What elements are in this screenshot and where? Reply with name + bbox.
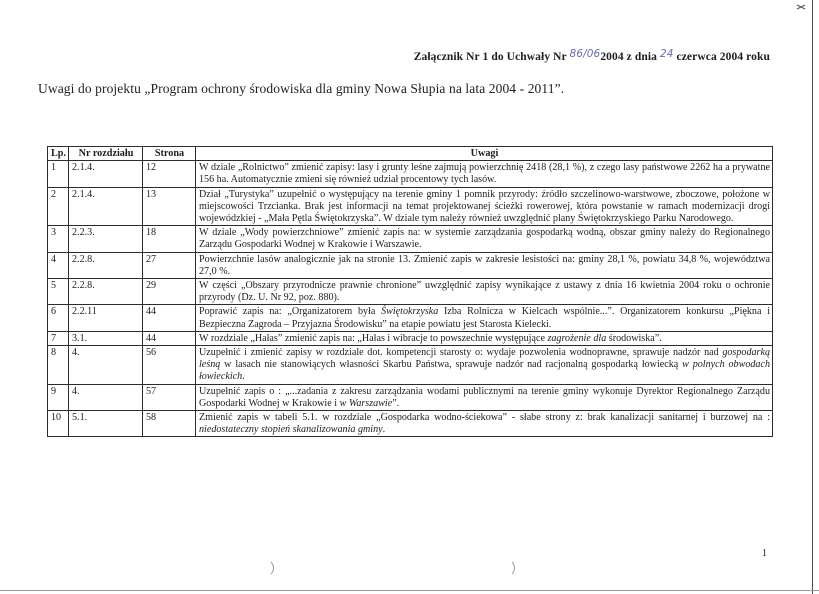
handwritten-resolution-number: 86/06 [569, 48, 601, 60]
header-prefix: Załącznik Nr 1 do Uchwały Nr [413, 51, 570, 63]
cell-remark: W części „Obszary przyrodnicze prawnie chronione” uwzględnić zapisy wynikające z ustawy z dnia 16 kwietnia 2004 roku o ochronie przyrody (Dz. U. Nr 92, poz. 880). [196, 279, 773, 305]
cell-chapter: 2.2.8. [69, 252, 143, 278]
cell-remark: Powierzchnie lasów analogicznie jak na stronie 13. Zmienić zapis w zakresie lesistości na: gminy 28,1 %, powiatu 34,8 %, województwa 27,0 %. [196, 252, 773, 278]
header-lp: Lp. [48, 147, 69, 161]
cell-chapter: 2.1.4. [69, 161, 143, 187]
cell-remark: Dział „Turystyka” uzupełnić o występujący na terenie gminy 1 pomnik przyrody: źródło szczelinowo-warstwowe, zboczowe, położone w miejscowości Trzcianka. Brak jest informacji na temat projektowanej ścieżki rowerowej, która powstanie w ramach modernizacji drogi wojewódzkiej - „Mała Pętla Świętokrzyska”. W dziale tym należy również uwzględnić plany Świętokrzyskiego Parku Narodowego. [196, 187, 773, 226]
remark-italic-text: w polnych obwodach łowieckich [199, 359, 770, 383]
corner-scan-mark [796, 4, 806, 10]
document-subtitle: Uwagi do projektu „Program ochrony środowiska dla gminy Nowa Słupia na lata 2004 - 2011”. [38, 81, 565, 96]
cell-lp: 3 [48, 226, 69, 252]
cell-lp: 4 [48, 252, 69, 278]
cell-page: 12 [143, 161, 196, 187]
page-edge-right [812, 0, 813, 594]
remark-italic-text: niedostateczny stopień skanalizowania gminy [199, 424, 383, 436]
cell-remark [196, 331, 773, 345]
cell-lp: 7 [48, 331, 69, 345]
table-row [48, 305, 773, 331]
remark-text: Zmienić zapis w tabeli 5.1. w rozdziale „Gospodarka wodno-ściekowa” - słabe strony z: brak kanalizacji sanitarnej i burzowej na : [199, 412, 770, 424]
remark-italic-text: w Warszawie [339, 397, 393, 409]
cell-lp: 8 [48, 346, 69, 385]
table-row [48, 384, 773, 410]
cell-lp: 9 [48, 384, 69, 410]
cell-remark: W dziale „Rolnictwo” zmienić zapisy: lasy i grunty leśne zajmują powierzchnię 2418 (28,1 %), z czego lasy państwowe 2262 ha a prywatne 156 ha. Automatycznie zmieni się również udział procentowy tych lasów. [196, 161, 773, 187]
cell-chapter: 2.1.4. [69, 187, 143, 226]
cell-page: 27 [143, 252, 196, 278]
remark-italic-text: zagrożenie dla [547, 332, 607, 344]
cell-page: 58 [143, 411, 196, 437]
cell-chapter: 3.1. [69, 331, 143, 345]
cell-lp: 5 [48, 279, 69, 305]
cell-lp: 10 [48, 411, 69, 437]
header-remarks: Uwagi [196, 147, 773, 161]
remark-text: ”. [392, 397, 400, 409]
cell-remark [196, 305, 773, 331]
table-header-row [48, 147, 773, 161]
remark-italic-text: gospodarką leśną [199, 347, 770, 371]
punch-hole-mark-right [506, 561, 520, 575]
cell-chapter: 4. [69, 384, 143, 410]
cell-chapter: 5.1. [69, 411, 143, 437]
cell-chapter: 4. [69, 346, 143, 385]
remark-text: . [382, 424, 386, 436]
remark-text: Poprawić zapis na: „Organizatorem była [199, 306, 382, 318]
remark-text: . [242, 371, 245, 383]
table-row [48, 226, 773, 252]
cell-chapter: 2.2.8. [69, 279, 143, 305]
document-header [413, 48, 770, 63]
table-row [48, 279, 773, 305]
cell-lp: 2 [48, 187, 69, 226]
header-chapter-number: Nr rozdziału [69, 147, 143, 161]
remark-text: Izba Rolnicza w Kielcach wspólnie...”. Organizatorem konkursu „Piękna i Bezpieczna Zagroda – Przyjazna Środowisku” na etapie powiatu jest Starosta Kielecki. [199, 306, 770, 330]
cell-lp: 6 [48, 305, 69, 331]
remark-text: Uzupełnić zapis o : „...zadania z zakresu zarządzania wodami publicznymi na terenie gminy wykonuje Dyrektor Regionalnego Zarządu Gospodarki Wodnej w Krakowie i [199, 385, 770, 409]
cell-page: 56 [143, 346, 196, 385]
cell-lp: 1 [48, 161, 69, 187]
remark-text: W rozdziale „Hałas” zmienić zapis na: „Hałas i wibracje to powszechnie występujące [199, 332, 548, 344]
header-year: 2004 z dnia [600, 51, 660, 63]
remark-text: środowiska”. [606, 332, 662, 344]
cell-page: 44 [143, 331, 196, 345]
cell-remark: W dziale „Wody powierzchniowe” zmienić zapis na: w systemie zarządzania gospodarką wodną, obszar gminy należy do Regionalnego Zarządu Gospodarki Wodnej w Krakowie i Warszawie. [196, 226, 773, 252]
page-edge-bottom [0, 590, 819, 591]
page-number: 1 [762, 548, 767, 559]
remarks-table [47, 146, 773, 437]
cell-chapter: 2.2.3. [69, 226, 143, 252]
table-row [48, 252, 773, 278]
cell-page: 18 [143, 226, 196, 252]
cell-page: 13 [143, 187, 196, 226]
remark-italic-text: Świętokrzyska [381, 306, 439, 318]
cell-page: 57 [143, 384, 196, 410]
punch-hole-mark-left [263, 561, 277, 575]
cell-page: 29 [143, 279, 196, 305]
remark-text: Uzupełnić i zmienić zapisy w rozdziale dot. kompetencji starosty o: wydaje pozwolenia wodnoprawne, sprawuje nadzór nad [199, 347, 723, 359]
cell-remark [196, 346, 773, 385]
table-row [48, 411, 773, 437]
table-row [48, 346, 773, 385]
header-suffix: czerwca 2004 roku [673, 51, 770, 63]
cell-remark [196, 411, 773, 437]
cell-remark [196, 384, 773, 410]
handwritten-day: 24 [659, 48, 674, 60]
remark-text: w lasach nie stanowiących własności Skarbu Państwa, sprawuje nadzór nad racjonalną gospodarką łowiecką [220, 359, 683, 371]
header-page: Strona [143, 147, 196, 161]
table-row [48, 187, 773, 226]
cell-chapter: 2.2.11 [69, 305, 143, 331]
table-row [48, 331, 773, 345]
table-row [48, 161, 773, 187]
cell-page: 44 [143, 305, 196, 331]
